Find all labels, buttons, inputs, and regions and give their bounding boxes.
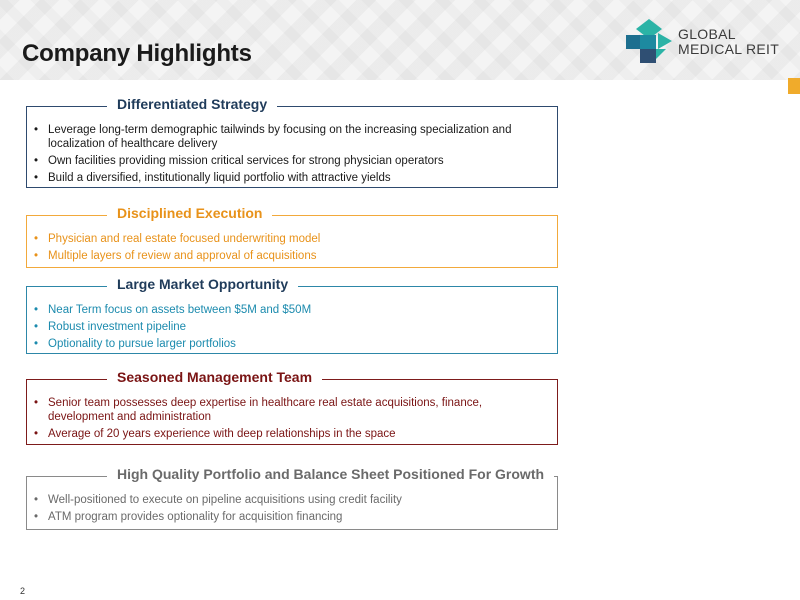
section-high-quality-portfolio	[26, 466, 558, 530]
bullet-list	[33, 123, 549, 188]
section-disciplined-execution	[26, 205, 558, 268]
accent-bar	[788, 78, 800, 94]
bullet-item: • Physician and real estate focused underwriting model	[33, 232, 549, 246]
section-large-market-opportunity	[26, 276, 558, 354]
cross-logo-icon	[626, 19, 672, 63]
bullet-item: • Robust investment pipeline	[33, 320, 549, 334]
bullet-item: • Own facilities providing mission critical services for strong physician operators	[33, 154, 549, 168]
logo-line-2: MEDICAL REIT	[678, 41, 780, 57]
bullet-item: • Senior team possesses deep expertise in healthcare real estate acquisitions, finance, development and administration	[33, 396, 549, 424]
bullet-item: • ATM program provides optionality for acquisition financing	[33, 510, 549, 524]
bullet-item: • Average of 20 years experience with deep relationships in the space	[33, 427, 549, 441]
section-title: Large Market Opportunity	[107, 276, 298, 292]
bullet-list	[33, 232, 549, 266]
bullet-item: • Near Term focus on assets between $5M and $50M	[33, 303, 549, 317]
logo-line-1: GLOBAL	[678, 26, 736, 42]
bullet-item: • Well-positioned to execute on pipeline acquisitions using credit facility	[33, 493, 549, 507]
bullet-list	[33, 493, 549, 527]
section-seasoned-management-team	[26, 369, 558, 445]
page-number: 2	[20, 586, 26, 596]
section-title: Disciplined Execution	[107, 205, 272, 221]
bullet-list	[33, 396, 549, 444]
section-title: Differentiated Strategy	[107, 96, 277, 112]
bullet-item: • Multiple layers of review and approval of acquisitions	[33, 249, 549, 263]
bullet-item: • Leverage long-term demographic tailwinds by focusing on the increasing specialization and localization of healthcare delivery	[33, 123, 549, 151]
bullet-list	[33, 303, 549, 354]
section-differentiated-strategy	[26, 96, 558, 188]
page-title: Company Highlights	[22, 40, 252, 67]
section-title: High Quality Portfolio and Balance Sheet Positioned For Growth	[107, 466, 554, 482]
logo-wordmark	[678, 27, 779, 57]
bullet-item: • Optionality to pursue larger portfolios	[33, 337, 549, 351]
company-logo	[626, 19, 786, 63]
section-title: Seasoned Management Team	[107, 369, 322, 385]
bullet-item: • Build a diversified, institutionally liquid portfolio with attractive yields	[33, 171, 549, 185]
